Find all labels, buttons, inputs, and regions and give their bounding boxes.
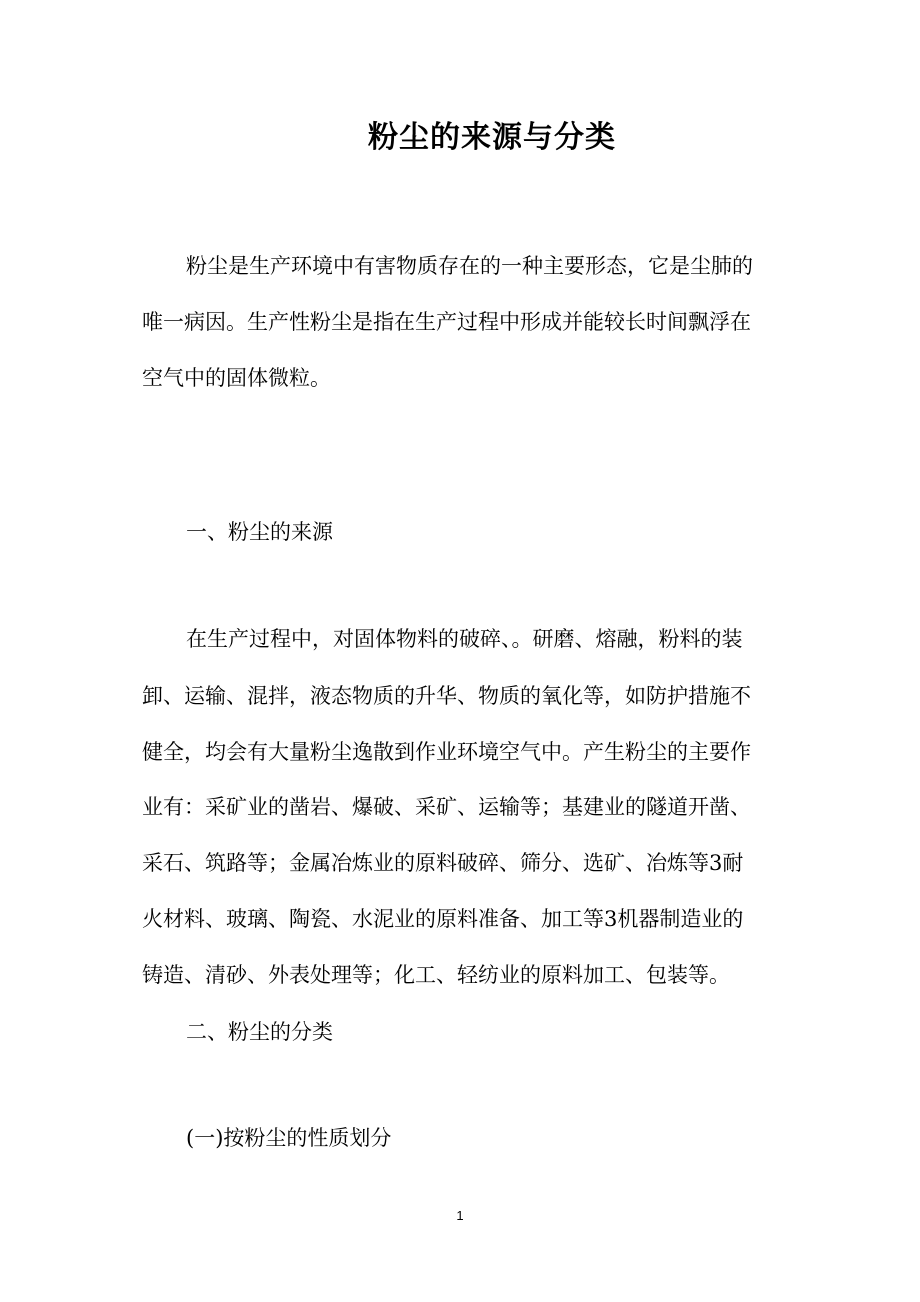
- paragraph-line: 唯一病因。生产性粉尘是指在生产过程中形成并能较长时间飘浮在: [142, 310, 751, 334]
- paragraph-line: 健全，均会有大量粉尘逸散到作业环境空气中。产生粉尘的主要作: [142, 740, 751, 764]
- paragraph-line: 火材料、玻璃、陶瓷、水泥业的原料准备、加工等3机器制造业的: [142, 907, 744, 931]
- paragraph-line: 空气中的固体微粒。: [142, 366, 331, 390]
- paragraph-line: 卸、运输、混拌，液态物质的升华、物质的氧化等，如防护措施不: [142, 684, 751, 708]
- subsection-heading: (一)按粉尘的性质划分: [186, 1126, 392, 1150]
- paragraph-line: 铸造、清砂、外表处理等；化工、轻纺业的原料加工、包装等。: [142, 963, 730, 987]
- section-heading: 一、粉尘的来源: [186, 520, 333, 544]
- paragraph-line: 粉尘是生产环境中有害物质存在的一种主要形态，它是尘肺的: [186, 254, 753, 278]
- section-heading: 二、粉尘的分类: [186, 1020, 333, 1044]
- page-number: 1: [456, 1208, 464, 1223]
- paragraph-line: 采石、筑路等；金属冶炼业的原料破碎、筛分、选矿、冶炼等3耐: [142, 851, 744, 875]
- paragraph-line: 在生产过程中，对固体物料的破碎、。研磨、熔融，粉料的装: [186, 627, 743, 651]
- document-title: [0, 116, 920, 160]
- title-text: 粉尘的来源与分类: [368, 120, 616, 155]
- paragraph-line: 业有：采矿业的凿岩、爆破、采矿、运输等；基建业的隧道开凿、: [142, 795, 751, 819]
